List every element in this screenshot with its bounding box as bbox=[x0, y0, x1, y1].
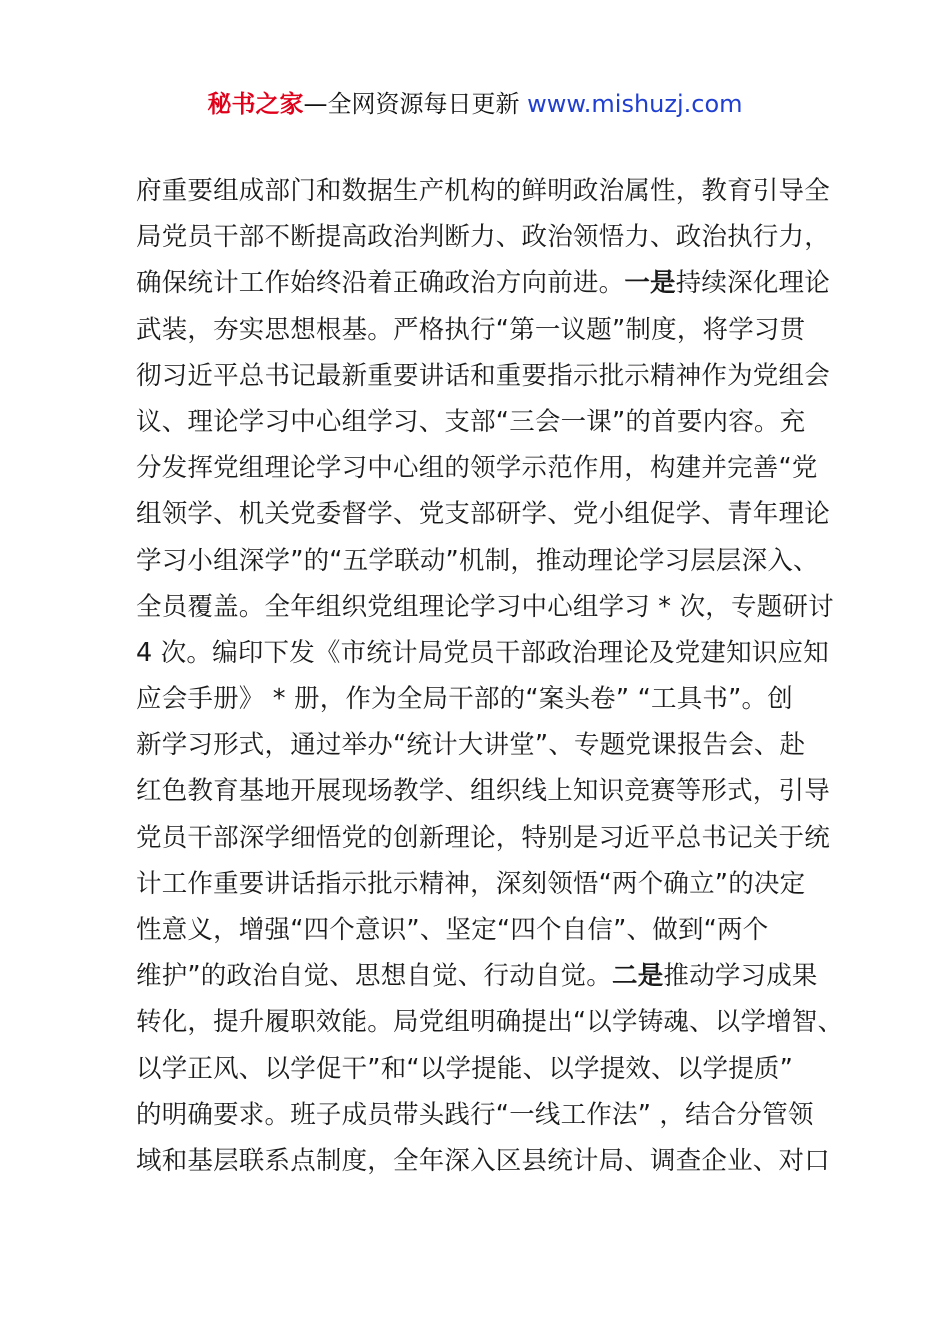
text-segment: 转化，提升履职效能。局党组明确提出“以学铸魂、以学增智、 bbox=[136, 1007, 844, 1038]
text-line bbox=[136, 584, 836, 630]
text-segment: 性意义，增强“四个意识”、坚定“四个自信”、做到“两个 bbox=[136, 915, 769, 945]
site-url[interactable]: www.mishuzj.com bbox=[527, 90, 743, 118]
bold-text: 二是 bbox=[612, 961, 664, 992]
text-segment: 推动学习成果 bbox=[663, 961, 818, 992]
text-line bbox=[136, 214, 836, 260]
text-segment: 持续深化理论 bbox=[675, 268, 830, 299]
text-line bbox=[136, 953, 836, 999]
text-line bbox=[136, 630, 836, 676]
text-segment: 红色教育基地开展现场教学、组织线上知识竞赛等形式，引导 bbox=[136, 776, 830, 807]
text-segment: 确保统计工作始终沿着正确政治方向前进。 bbox=[136, 268, 625, 299]
text-line bbox=[136, 445, 836, 491]
bold-text: 一是 bbox=[624, 268, 676, 299]
text-line bbox=[136, 353, 836, 399]
text-segment: 局党员干部不断提高政治判断力、政治领悟力、政治执行力， bbox=[136, 222, 830, 253]
text-segment: 彻习近平总书记最新重要讲话和重要指示批示精神作为党组会 bbox=[136, 360, 830, 391]
text-segment: 以学正风、以学促干”和“以学提能、以学提效、以学提质” bbox=[136, 1053, 794, 1084]
text-segment: 组领学、机关党委督学、党支部研学、党小组促学、青年理论 bbox=[136, 499, 830, 530]
text-line bbox=[136, 1092, 836, 1138]
text-line bbox=[136, 491, 836, 537]
brand-name: 秘书之家 bbox=[207, 90, 304, 118]
text-segment: 党员干部深学细悟党的创新理论，特别是习近平总书记关于统 bbox=[136, 822, 830, 853]
text-line bbox=[136, 815, 836, 861]
text-segment: 应会手册》 * 册，作为全局干部的“案头卷” “工具书”。创 bbox=[136, 684, 793, 715]
text-line bbox=[136, 1138, 836, 1184]
text-segment: 的明确要求。班子成员带头践行“一线工作法” ，结合分管领 bbox=[136, 1099, 814, 1130]
document-body bbox=[136, 168, 844, 1184]
page-header bbox=[0, 88, 950, 120]
text-line bbox=[136, 907, 836, 953]
header-slogan: —全网资源每日更新 bbox=[303, 90, 528, 118]
text-segment: 维护”的政治自觉、思想自觉、行动自觉。 bbox=[136, 961, 613, 992]
text-line bbox=[136, 768, 836, 814]
text-segment: 分发挥党组理论学习中心组的领学示范作用，构建并完善“党 bbox=[136, 453, 818, 484]
text-line bbox=[136, 307, 836, 353]
text-segment: 域和基层联系点制度，全年深入区县统计局、调查企业、对口 bbox=[136, 1145, 830, 1176]
text-line bbox=[136, 676, 836, 722]
text-line bbox=[136, 399, 836, 445]
text-segment: 4 次。编印下发《市统计局党员干部政治理论及党建知识应知 bbox=[136, 637, 829, 668]
text-segment: 全员覆盖。全年组织党组理论学习中心组学习 * 次，专题研讨 bbox=[136, 591, 834, 622]
text-segment: 计工作重要讲话指示批示精神，深刻领悟“两个确立”的决定 bbox=[136, 868, 806, 899]
text-segment: 新学习形式，通过举办“统计大讲堂”、专题党课报告会、赴 bbox=[136, 730, 806, 761]
text-line bbox=[136, 260, 836, 306]
text-line bbox=[136, 722, 836, 768]
text-line bbox=[136, 999, 844, 1045]
text-line bbox=[136, 168, 836, 214]
text-line bbox=[136, 538, 836, 584]
text-segment: 府重要组成部门和数据生产机构的鲜明政治属性，教育引导全 bbox=[136, 176, 830, 206]
text-segment: 武装，夯实思想根基。严格执行“第一议题”制度，将学习贯 bbox=[136, 314, 806, 345]
text-line bbox=[136, 861, 836, 907]
text-segment: 学习小组深学”的“五学联动”机制，推动理论学习层层深入、 bbox=[136, 545, 819, 576]
text-line bbox=[136, 1046, 836, 1092]
text-segment: 议、理论学习中心组学习、支部“三会一课”的首要内容。充 bbox=[136, 406, 806, 437]
